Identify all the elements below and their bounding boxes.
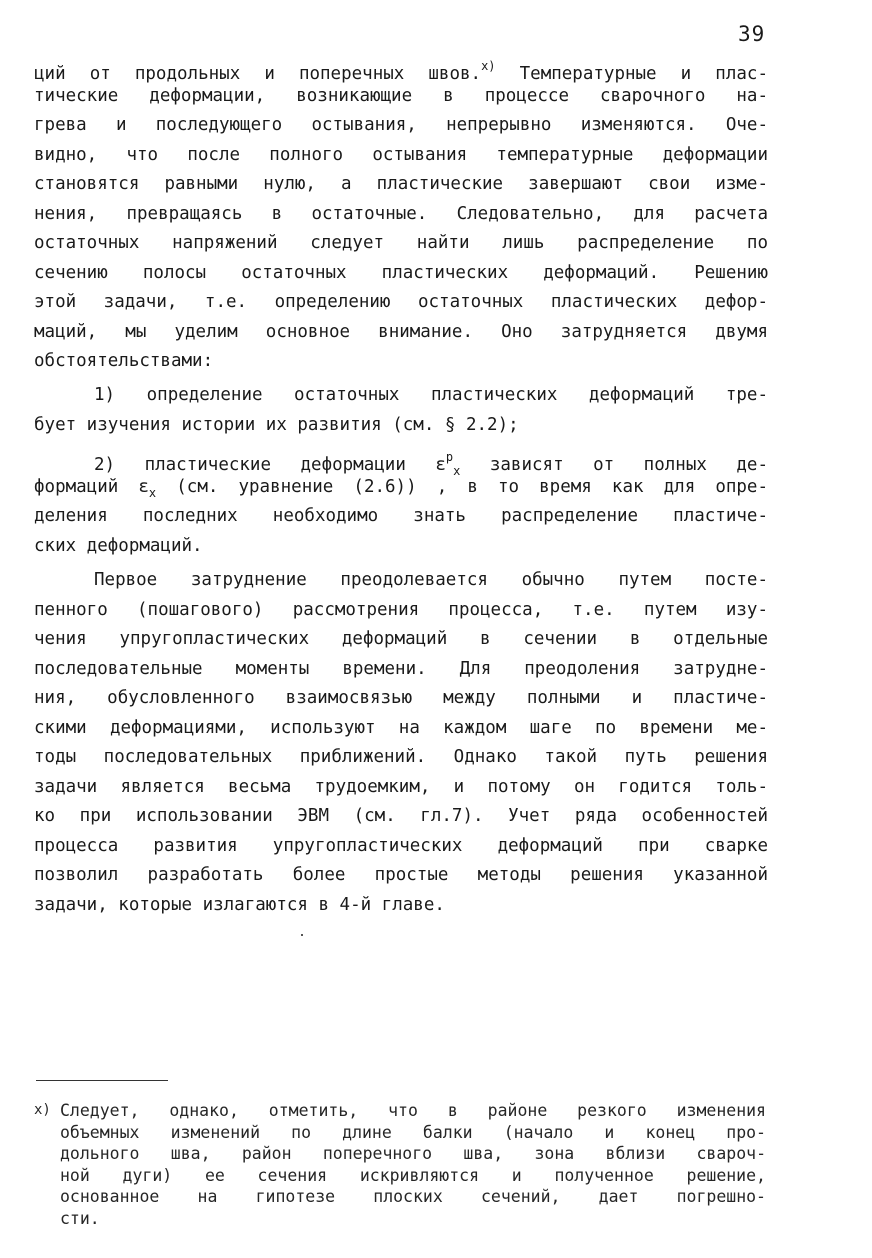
text-line: тические деформации, возникающие в процессе сварочного на-	[34, 85, 768, 106]
text-line: тоды последовательных приближений. Однако такой путь решения	[34, 747, 768, 767]
text-line: грева и последующего остывания, непрерывно изменяются. Оче-	[34, 115, 768, 135]
text-line: маций, мы уделим основное внимание. Оно затрудняется двумя	[34, 321, 768, 342]
stray-dot	[301, 934, 303, 936]
text-line: чения упругопластических деформаций в сечении в отдельные	[34, 629, 768, 649]
text-line: этой задачи, т.е. определению остаточных пластических дефор-	[34, 292, 768, 312]
text-line: обстоятельствами:	[34, 351, 214, 371]
text-line: бует изучения истории их развития (см. § 2.2);	[34, 414, 519, 435]
list-item-2	[34, 443, 768, 561]
footnote-line: Следует, однако, отметить, что в районе резкого изменения	[60, 1101, 766, 1120]
text-line: формаций $\varepsilon_x$ (см. уравнение (2.6)) , в то время как для опре-	[34, 476, 768, 500]
page-number: 39	[738, 22, 766, 46]
footnote-reference: x)	[481, 59, 496, 73]
text-line: скими деформациями, используют на каждом шаге по времени ме-	[34, 717, 768, 738]
second-paragraph	[34, 566, 768, 920]
footnote-line: дольного шва, район поперечного шва, зона вблизи свароч-	[60, 1144, 766, 1163]
text-line: деления последних необходимо знать распределение пластиче-	[34, 506, 768, 526]
text-line: ских деформаций.	[34, 535, 203, 556]
text-line: ко при использовании ЭВМ (см. гл.7). Учет ряда особенностей	[34, 806, 768, 826]
text-line: ций от продольных и поперечных швов.$^{x)}$ Температурные и плас-	[34, 59, 768, 84]
text-line: пенного (пошагового) рассмотрения процесса, т.е. путем изу-	[34, 599, 768, 620]
footnote-line: основанное на гипотезе плоских сечений, дает погрешно-	[60, 1187, 766, 1206]
text-line: 2) пластические деформации $\varepsilon^р_x$ зависят от полных де-	[94, 450, 768, 478]
text-line: становятся равными нулю, а пластические завершают свои изме-	[34, 174, 768, 194]
text-line: видно, что после полного остывания температурные деформации	[34, 144, 768, 165]
footnote-line: сти.	[60, 1208, 100, 1228]
text-line: процесса развития упругопластических деформаций при сварке	[34, 835, 768, 856]
footnote-marker: x)	[34, 1102, 51, 1118]
text-line: задачи является весьма трудоемким, и потому он годится толь-	[34, 776, 768, 797]
text-line: позволил разработать более простые методы решения указанной	[34, 865, 768, 885]
footnote	[34, 1100, 766, 1229]
text-line: последовательные моменты времени. Для преодоления затрудне-	[34, 658, 768, 679]
text-line: сечению полосы остаточных пластических деформаций. Решению	[34, 262, 768, 283]
footnote-line: ной дуги) ее сечения искривляются и полученное решение,	[60, 1165, 766, 1185]
text-line: остаточных напряжений следует найти лишь распределение по	[34, 233, 768, 253]
text-line: ния, обусловленного взаимосвязью между полными и пластиче-	[34, 688, 768, 708]
footnote-divider	[36, 1080, 168, 1081]
main-paragraph	[34, 52, 768, 377]
text-line: задачи, которые излагаются в 4-й главе.	[34, 894, 445, 915]
text-line: нения, превращаясь в остаточные. Следовательно, для расчета	[34, 203, 768, 224]
list-item-1	[34, 381, 768, 440]
text-line: Первое затруднение преодолевается обычно путем посте-	[94, 570, 768, 590]
text-line: 1) определение остаточных пластических деформаций тре-	[94, 385, 768, 405]
footnote-line: объемных изменений по длине балки (начало и конец про-	[60, 1122, 766, 1142]
